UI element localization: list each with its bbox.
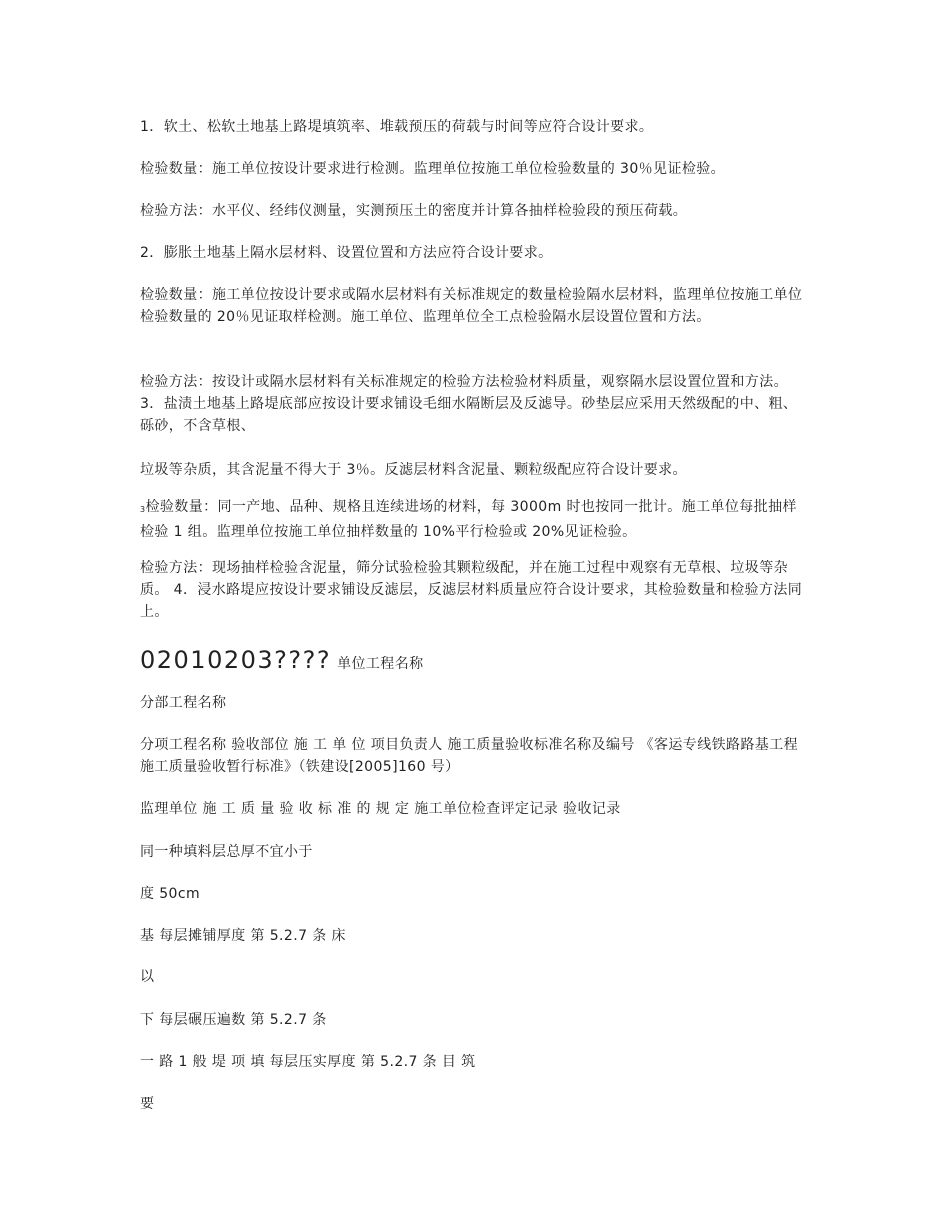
table-row-text: 度 50cm [140,886,200,902]
table-row-text: 下 每层碾压遍数 第 5.2.7 条 [140,1012,327,1028]
inspection-method-2-and-clause-3: 检验方法：按设计或隔水层材料有关标准规定的检验方法检验材料质量，观察隔水层设置位置和方法。 3．盐渍土地基上路堤底部应按设计要求铺设毛细水隔断层及反滤导。砂垫层应采用天然级配的中、粗、砾砂，不含草根、 [140,374,798,434]
clause-3-continuation: 垃圾等杂质，其含泥量不得大于 3％。反滤层材料含泥量、颗粒级配应符合设计要求。 [140,462,687,478]
inspection-quantity-1: 检验数量：施工单位按设计要求进行检测。监理单位按施工单位检验数量的 30％见证检验。 [140,161,726,177]
table-row-text: 要 [140,1096,155,1112]
table-header-line: 监理单位 施 工 质 量 验 收 标 准 的 规 定 施工单位检查评定记录 验收记录 [140,801,621,817]
table-row-text: 一 路 1 般 堤 项 填 每层压实厚度 第 5.2.7 条 目 筑 [140,1054,476,1070]
inspection-method-1: 检验方法：水平仪、经纬仪测量，实测预压土的密度并计算各抽样检验段的预压荷载。 [140,203,688,219]
division-label: 分部工程名称 [140,695,227,711]
inspection-quantity-3-text: 检验数量：同一产地、品种、规格且连续进场的材料，每 3000m 时也按同一批计。施工单位每批抽样检验 1 组。监理单位按施工单位抽样数量的 10%平行检验或 20%见证检验。 [140,499,797,540]
inspection-quantity-3 [140,496,810,543]
table-row-text: 同一种填料层总厚不宜小于 [140,844,313,860]
inspection-method-3-and-clause-4: 检验方法：现场抽样检验含泥量，筛分试验检验其颗粒级配，并在施工过程中观察有无草根、垃圾等杂质。 4．浸水路堤应按设计要求铺设反滤层，反滤层材料质量应符合设计要求，其检验数量和检验方法同上。 [140,560,803,620]
form-code-line [140,645,424,679]
table-row-text: 以 [140,969,155,985]
table-row-text: 基 每层摊铺厚度 第 5.2.7 条 床 [140,928,346,944]
unit-project-label: 单位工程名称 [337,656,424,672]
footnote-mark: 3 [140,505,146,514]
form-code: 02010203???? [140,646,332,674]
inspection-quantity-2: 检验数量：施工单位按设计要求或隔水层材料有关标准规定的数量检验隔水层材料，监理单位按施工单位检验数量的 20％见证取样检测。施工单位、监理单位全工点检验隔水层设置位置和方法。 [140,287,803,325]
clause-2-text: 2．膨胀土地基上隔水层材料、设置位置和方法应符合设计要求。 [140,245,553,261]
subitem-info-line: 分项工程名称 验收部位 施 工 单 位 项目负责人 施工质量验收标准名称及编号 《客运专线铁路路基工程施工质量验收暂行标准》（铁建设[2005]160 号） [140,737,798,775]
clause-1-text: 1．软土、松软土地基上路堤填筑率、堆载预压的荷载与时间等应符合设计要求。 [140,119,654,135]
